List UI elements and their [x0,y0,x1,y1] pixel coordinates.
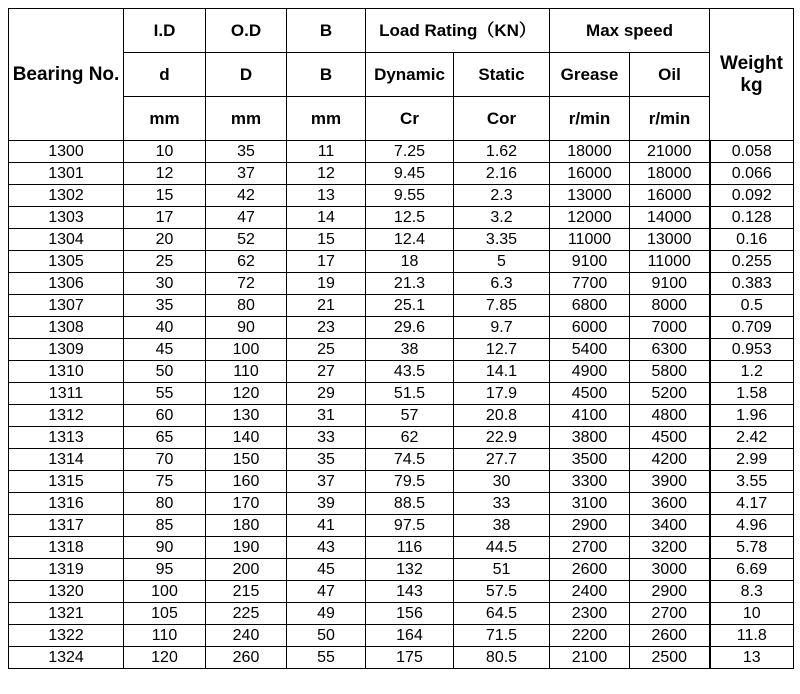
inner-diameter-cell: 110 [124,625,206,647]
static-load-cell: 20.8 [454,405,550,427]
oil-speed-cell: 18000 [630,163,710,185]
oil-speed-cell: 7000 [630,317,710,339]
bearing-no-cell: 1312 [9,405,124,427]
table-row [9,537,794,559]
static-load-cell: 5 [454,251,550,273]
inner-diameter-cell: 90 [124,537,206,559]
static-load-cell: 71.5 [454,625,550,647]
dynamic-load-cell: 156 [366,603,454,625]
dynamic-load-cell: 12.4 [366,229,454,251]
width-cell: 21 [287,295,366,317]
unit-oil: r/min [630,97,710,141]
grease-speed-cell: 4900 [550,361,630,383]
outer-diameter-cell: 140 [206,427,287,449]
inner-diameter-cell: 45 [124,339,206,361]
bearing-spec-table [8,8,794,669]
bearing-no-cell: 1316 [9,493,124,515]
weight-cell: 0.383 [710,273,794,295]
grease-speed-cell: 16000 [550,163,630,185]
outer-diameter-cell: 200 [206,559,287,581]
bearing-no-cell: 1313 [9,427,124,449]
grease-speed-cell: 13000 [550,185,630,207]
oil-speed-cell: 4500 [630,427,710,449]
inner-diameter-cell: 85 [124,515,206,537]
width-cell: 14 [287,207,366,229]
weight-cell: 2.42 [710,427,794,449]
oil-speed-cell: 21000 [630,141,710,163]
oil-speed-cell: 4200 [630,449,710,471]
dynamic-load-cell: 25.1 [366,295,454,317]
width-cell: 12 [287,163,366,185]
bearing-no-header: Bearing No. [9,9,124,141]
bearing-no-cell: 1321 [9,603,124,625]
static-load-cell: 6.3 [454,273,550,295]
static-load-cell: 12.7 [454,339,550,361]
oil-speed-cell: 2600 [630,625,710,647]
static-load-cell: 44.5 [454,537,550,559]
bearing-no-cell: 1314 [9,449,124,471]
grease-speed-cell: 5400 [550,339,630,361]
weight-cell: 8.3 [710,581,794,603]
oil-speed-cell: 2900 [630,581,710,603]
weight-cell: 3.55 [710,471,794,493]
width-cell: 17 [287,251,366,273]
outer-diameter-cell: 215 [206,581,287,603]
outer-diameter-cell: 35 [206,141,287,163]
inner-diameter-cell: 120 [124,647,206,669]
dynamic-load-cell: 132 [366,559,454,581]
table-row [9,273,794,295]
grease-speed-cell: 6800 [550,295,630,317]
table-row [9,625,794,647]
outer-diameter-cell: 52 [206,229,287,251]
outer-diameter-cell: 160 [206,471,287,493]
width-cell: 43 [287,537,366,559]
outer-diameter-cell: 225 [206,603,287,625]
bearing-no-cell: 1305 [9,251,124,273]
weight-cell: 13 [710,647,794,669]
dynamic-load-cell: 57 [366,405,454,427]
grease-speed-cell: 4500 [550,383,630,405]
weight-cell: 0.5 [710,295,794,317]
oil-speed-cell: 3000 [630,559,710,581]
table-row [9,163,794,185]
bearing-no-cell: 1309 [9,339,124,361]
inner-diameter-cell: 60 [124,405,206,427]
weight-cell: 0.953 [710,339,794,361]
oil-speed-cell: 8000 [630,295,710,317]
width-cell: 47 [287,581,366,603]
dynamic-header: Dynamic [366,53,454,97]
table-row [9,207,794,229]
inner-diameter-cell: 12 [124,163,206,185]
bearing-no-cell: 1304 [9,229,124,251]
symbol-B: B [287,53,366,97]
inner-diameter-cell: 95 [124,559,206,581]
inner-diameter-cell: 10 [124,141,206,163]
dynamic-load-cell: 143 [366,581,454,603]
bearing-no-cell: 1315 [9,471,124,493]
inner-diameter-cell: 75 [124,471,206,493]
inner-diameter-cell: 105 [124,603,206,625]
table-row [9,361,794,383]
symbol-d: d [124,53,206,97]
weight-cell: 1.2 [710,361,794,383]
static-load-cell: 22.9 [454,427,550,449]
inner-diameter-cell: 20 [124,229,206,251]
static-load-cell: 7.85 [454,295,550,317]
grease-speed-cell: 2600 [550,559,630,581]
bearing-no-cell: 1300 [9,141,124,163]
grease-speed-cell: 2900 [550,515,630,537]
table-row [9,405,794,427]
inner-diameter-cell: 17 [124,207,206,229]
outer-diameter-cell: 100 [206,339,287,361]
outer-diameter-cell: 72 [206,273,287,295]
dynamic-load-cell: 7.25 [366,141,454,163]
oil-speed-cell: 9100 [630,273,710,295]
static-load-cell: 38 [454,515,550,537]
static-load-cell: 9.7 [454,317,550,339]
weight-cell: 5.78 [710,537,794,559]
oil-speed-cell: 3900 [630,471,710,493]
weight-cell: 2.99 [710,449,794,471]
oil-speed-cell: 5200 [630,383,710,405]
dynamic-load-cell: 164 [366,625,454,647]
table-row [9,559,794,581]
table-row [9,427,794,449]
table-row [9,317,794,339]
oil-speed-cell: 6300 [630,339,710,361]
oil-speed-cell: 13000 [630,229,710,251]
unit-D: mm [206,97,287,141]
table-row [9,515,794,537]
table-row [9,471,794,493]
oil-header: Oil [630,53,710,97]
inner-diameter-cell: 35 [124,295,206,317]
width-cell: 35 [287,449,366,471]
weight-cell: 0.128 [710,207,794,229]
static-load-cell: 2.16 [454,163,550,185]
weight-cell: 1.58 [710,383,794,405]
grease-speed-cell: 2200 [550,625,630,647]
bearing-no-cell: 1320 [9,581,124,603]
width-cell: 15 [287,229,366,251]
outer-diameter-cell: 180 [206,515,287,537]
bearing-no-cell: 1324 [9,647,124,669]
weight-cell: 10 [710,603,794,625]
bearing-no-cell: 1302 [9,185,124,207]
static-load-cell: 2.3 [454,185,550,207]
dynamic-load-cell: 9.45 [366,163,454,185]
width-cell: 13 [287,185,366,207]
width-cell: 55 [287,647,366,669]
oil-speed-cell: 5800 [630,361,710,383]
bearing-no-cell: 1307 [9,295,124,317]
static-load-cell: 30 [454,471,550,493]
outer-diameter-cell: 240 [206,625,287,647]
dynamic-load-cell: 43.5 [366,361,454,383]
unit-grease: r/min [550,97,630,141]
grease-speed-cell: 9100 [550,251,630,273]
table-row [9,383,794,405]
width-cell: 39 [287,493,366,515]
width-cell: 25 [287,339,366,361]
dynamic-load-cell: 79.5 [366,471,454,493]
dynamic-load-cell: 38 [366,339,454,361]
table-header [9,9,794,141]
dynamic-load-cell: 21.3 [366,273,454,295]
table-row [9,581,794,603]
static-load-cell: 64.5 [454,603,550,625]
weight-cell: 6.69 [710,559,794,581]
bearing-no-cell: 1319 [9,559,124,581]
static-load-cell: 3.2 [454,207,550,229]
static-load-cell: 51 [454,559,550,581]
weight-cell: 0.709 [710,317,794,339]
bearing-no-cell: 1308 [9,317,124,339]
id-header: I.D [124,9,206,53]
bearing-no-cell: 1303 [9,207,124,229]
max-speed-header: Max speed [550,9,710,53]
dynamic-load-cell: 97.5 [366,515,454,537]
outer-diameter-cell: 120 [206,383,287,405]
unit-cr: Cr [366,97,454,141]
grease-speed-cell: 2400 [550,581,630,603]
inner-diameter-cell: 40 [124,317,206,339]
grease-speed-cell: 11000 [550,229,630,251]
grease-speed-cell: 2100 [550,647,630,669]
oil-speed-cell: 2700 [630,603,710,625]
inner-diameter-cell: 55 [124,383,206,405]
grease-speed-cell: 18000 [550,141,630,163]
inner-diameter-cell: 70 [124,449,206,471]
inner-diameter-cell: 65 [124,427,206,449]
weight-cell: 0.066 [710,163,794,185]
weight-cell: 0.092 [710,185,794,207]
oil-speed-cell: 2500 [630,647,710,669]
static-load-cell: 57.5 [454,581,550,603]
width-cell: 45 [287,559,366,581]
oil-speed-cell: 11000 [630,251,710,273]
unit-cor: Cor [454,97,550,141]
grease-speed-cell: 3800 [550,427,630,449]
table-row [9,603,794,625]
table-row [9,229,794,251]
bearing-no-cell: 1317 [9,515,124,537]
outer-diameter-cell: 90 [206,317,287,339]
static-header: Static [454,53,550,97]
bearing-no-cell: 1301 [9,163,124,185]
outer-diameter-cell: 37 [206,163,287,185]
width-cell: 50 [287,625,366,647]
bearing-no-cell: 1306 [9,273,124,295]
oil-speed-cell: 3200 [630,537,710,559]
weight-cell: 1.96 [710,405,794,427]
static-load-cell: 27.7 [454,449,550,471]
width-cell: 27 [287,361,366,383]
width-cell: 49 [287,603,366,625]
grease-speed-cell: 3300 [550,471,630,493]
table-row [9,295,794,317]
width-cell: 33 [287,427,366,449]
table-row [9,141,794,163]
weight-header: Weight kg [710,9,794,141]
grease-speed-cell: 3100 [550,493,630,515]
width-cell: 37 [287,471,366,493]
static-load-cell: 1.62 [454,141,550,163]
dynamic-load-cell: 62 [366,427,454,449]
oil-speed-cell: 14000 [630,207,710,229]
oil-speed-cell: 3400 [630,515,710,537]
width-cell: 23 [287,317,366,339]
table-row [9,493,794,515]
inner-diameter-cell: 80 [124,493,206,515]
load-rating-header: Load Rating（KN） [366,9,550,53]
outer-diameter-cell: 47 [206,207,287,229]
table-row [9,339,794,361]
width-cell: 31 [287,405,366,427]
grease-header: Grease [550,53,630,97]
oil-speed-cell: 4800 [630,405,710,427]
b-header: B [287,9,366,53]
outer-diameter-cell: 130 [206,405,287,427]
grease-speed-cell: 3500 [550,449,630,471]
static-load-cell: 80.5 [454,647,550,669]
table-row [9,185,794,207]
table-row [9,647,794,669]
outer-diameter-cell: 170 [206,493,287,515]
grease-speed-cell: 2300 [550,603,630,625]
table-row [9,251,794,273]
grease-speed-cell: 4100 [550,405,630,427]
outer-diameter-cell: 42 [206,185,287,207]
unit-d: mm [124,97,206,141]
grease-speed-cell: 6000 [550,317,630,339]
weight-cell: 11.8 [710,625,794,647]
bearing-no-cell: 1310 [9,361,124,383]
inner-diameter-cell: 15 [124,185,206,207]
outer-diameter-cell: 62 [206,251,287,273]
symbol-D: D [206,53,287,97]
dynamic-load-cell: 116 [366,537,454,559]
inner-diameter-cell: 25 [124,251,206,273]
od-header: O.D [206,9,287,53]
static-load-cell: 3.35 [454,229,550,251]
width-cell: 11 [287,141,366,163]
width-cell: 19 [287,273,366,295]
dynamic-load-cell: 175 [366,647,454,669]
grease-speed-cell: 7700 [550,273,630,295]
unit-B: mm [287,97,366,141]
dynamic-load-cell: 74.5 [366,449,454,471]
outer-diameter-cell: 110 [206,361,287,383]
static-load-cell: 17.9 [454,383,550,405]
inner-diameter-cell: 50 [124,361,206,383]
grease-speed-cell: 12000 [550,207,630,229]
oil-speed-cell: 3600 [630,493,710,515]
bearing-no-cell: 1311 [9,383,124,405]
bearing-no-cell: 1322 [9,625,124,647]
weight-cell: 0.255 [710,251,794,273]
dynamic-load-cell: 88.5 [366,493,454,515]
inner-diameter-cell: 100 [124,581,206,603]
weight-cell: 4.17 [710,493,794,515]
dynamic-load-cell: 18 [366,251,454,273]
oil-speed-cell: 16000 [630,185,710,207]
width-cell: 29 [287,383,366,405]
table-row [9,449,794,471]
weight-cell: 0.16 [710,229,794,251]
static-load-cell: 33 [454,493,550,515]
weight-cell: 4.96 [710,515,794,537]
table-body [9,141,794,669]
bearing-no-cell: 1318 [9,537,124,559]
dynamic-load-cell: 9.55 [366,185,454,207]
inner-diameter-cell: 30 [124,273,206,295]
grease-speed-cell: 2700 [550,537,630,559]
dynamic-load-cell: 51.5 [366,383,454,405]
weight-cell: 0.058 [710,141,794,163]
static-load-cell: 14.1 [454,361,550,383]
outer-diameter-cell: 260 [206,647,287,669]
dynamic-load-cell: 29.6 [366,317,454,339]
outer-diameter-cell: 190 [206,537,287,559]
width-cell: 41 [287,515,366,537]
dynamic-load-cell: 12.5 [366,207,454,229]
outer-diameter-cell: 80 [206,295,287,317]
outer-diameter-cell: 150 [206,449,287,471]
